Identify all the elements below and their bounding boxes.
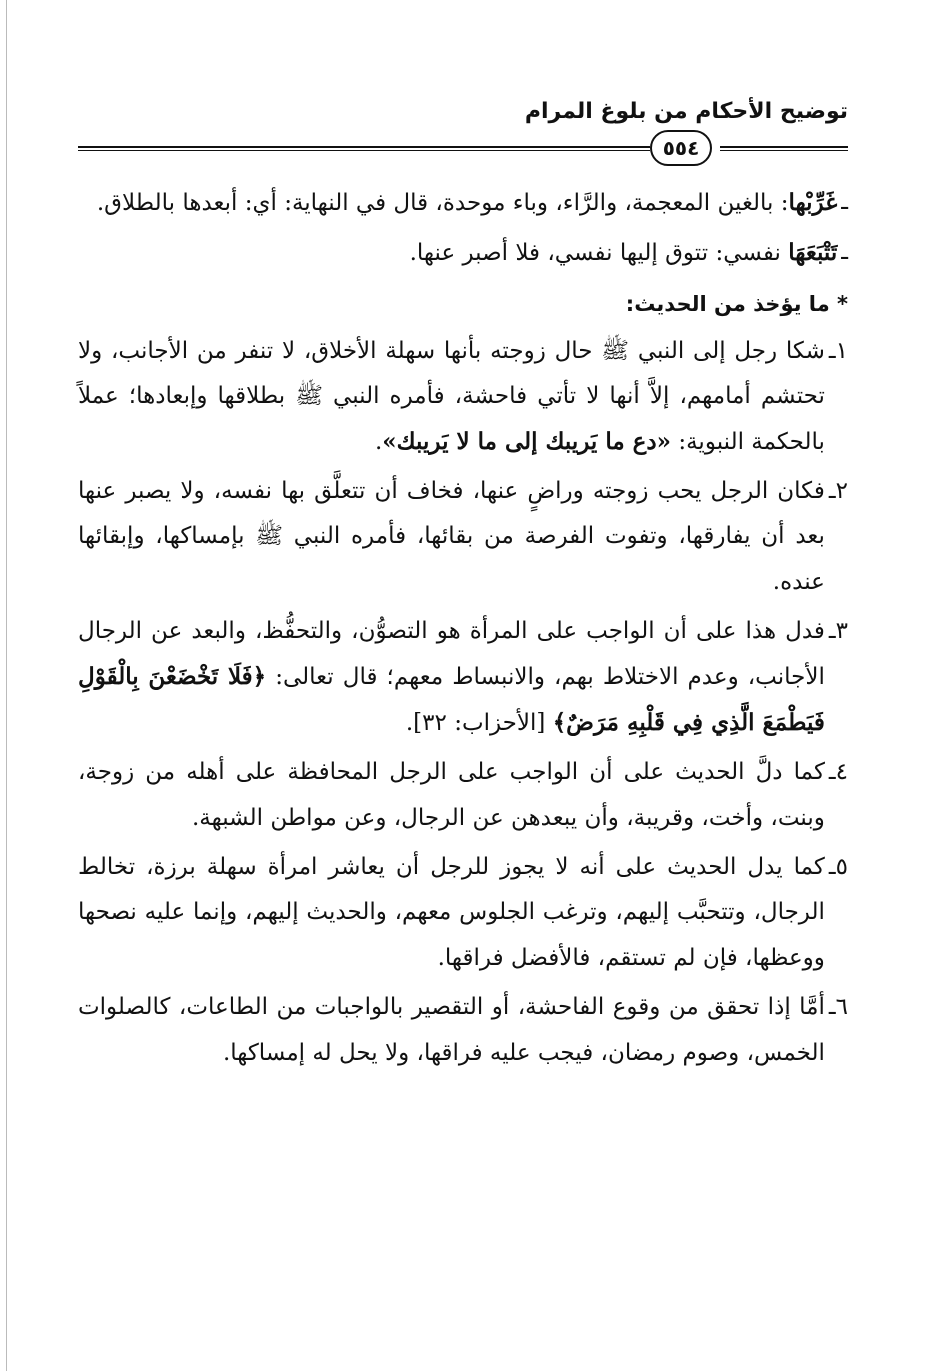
running-title: توضيح الأحكام من بلوغ المرام [524,99,848,124]
header-rule [78,130,848,170]
point-body: فدل هذا على أن الواجب على المرأة هو التصوُّن، والتحفُّظ، والبعد عن الرجال الأجانب، وعدم الاختلاط بهم، والانبساط معهم؛ قال تعالى: [78,618,825,690]
point-body: شكا رجل إلى النبي ﷺ حال زوجته بأنها سهلة الأخلاق، لا تنفر من الأجانب، ولا تحتشم أمامهم، إلاَّ أنها لا تأتي فاحشة، فأمره النبي ﷺ بطلاقها وإبعادها؛ عملاً بالحكمة النبوية: [78,338,825,455]
vocab-text [78,180,837,226]
lesson-point [78,985,848,1076]
point-text [78,845,825,981]
header-rule-right [720,146,848,151]
point-body: كما دلَّ الحديث على أن الواجب على الرجل المحافظة على أهله من زوجة، وبنت، وأخت، وقريبة، وأن يبعدهن عن الرجال، وعن مواطن الشبهة. [78,759,825,831]
vocab-marker: ـ [841,189,848,215]
point-number: ٦ـ [828,994,848,1020]
point-body: أمَّا إذا تحقق من وقوع الفاحشة، أو التقصير بالواجبات من الطاعات، كالصلوات الخمس، وصوم رمضان، فيجب عليه فراقها، ولا يحل له إمساكها. [78,994,825,1066]
verse-reference: [الأحزاب: ٣٢]. [405,710,553,736]
point-body: كما يدل الحديث على أنه لا يجوز للرجل أن يعاشر امرأة سهلة برزة، تخالط الرجال، وتتحبَّب إليهم، وترغب الجلوس معهم، والحديث إليهم، وإنما عليه نصحها ووعظها، فإن لم تستقم، فالأفضل فراقها. [78,854,825,971]
header-rule-left [78,146,650,151]
point-number: ٣ـ [828,618,848,644]
point-text [78,609,825,746]
lesson-point [78,469,848,605]
page-number: ٥٥٤ [650,130,712,166]
point-text [78,329,825,465]
vocab-marker: ـ [841,239,848,265]
point-body: فكان الرجل يحب زوجته وراضٍ عنها، فخاف أن تتعلَّق بها نفسه، ولا يصبر عنها بعد أن يفارقها، وتفوت الفرصة من بقائها، فأمره النبي ﷺ بإمساكها، وإبقائها عنده. [78,478,825,595]
book-page [78,96,848,1080]
page-content [78,180,848,1076]
point-text [78,985,825,1076]
vocab-definition: : بالغين المعجمة، والرَّاء، وباء موحدة، قال في النهاية: أي: أبعدها بالطلاق. [96,190,789,216]
point-number: ٢ـ [828,478,848,504]
point-number: ٤ـ [828,759,848,785]
vocab-text [78,230,837,276]
lesson-point [78,845,848,981]
point-number: ٥ـ [828,854,848,880]
vocab-entry [78,180,848,226]
point-tail: . [374,429,383,455]
page-margin-line [6,0,7,1371]
hadith-quote: «دع ما يَريبك إلى ما لا يَريبك» [382,428,672,455]
section-heading: * ما يؤخذ من الحديث: [625,292,848,316]
point-text [78,469,825,605]
vocab-term: تَتْبَعَهَا [788,239,838,266]
point-text [78,750,825,841]
quran-verse: ﴿فَلَا تَخْضَعْنَ بِالْقَوْلِ فَيَطْمَعَ الَّذِي فِي قَلْبِهِ مَرَضٌ﴾ [78,663,825,736]
vocab-term: غَرِّبْها [788,189,838,216]
vocab-entry [78,230,848,276]
lesson-point [78,609,848,746]
lesson-point [78,329,848,465]
lesson-point [78,750,848,841]
point-number: ١ـ [828,338,848,364]
vocab-definition: نفسي: تتوق إليها نفسي، فلا أصبر عنها. [409,240,789,266]
